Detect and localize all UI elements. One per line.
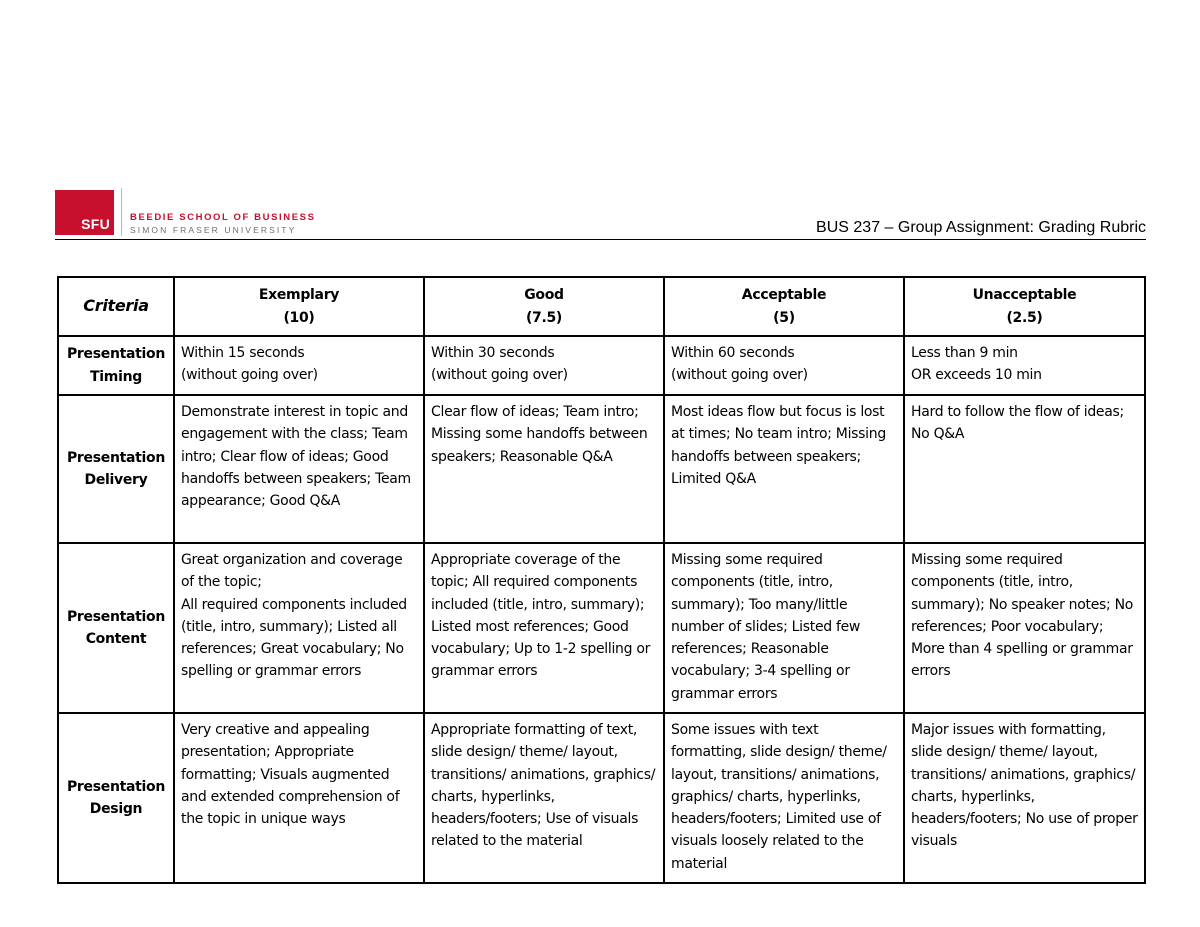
- cell-timing-good: Within 30 seconds (without going over): [424, 336, 664, 395]
- cell-timing-unacceptable: Less than 9 min OR exceeds 10 min: [904, 336, 1145, 395]
- cell-delivery-unacceptable: Hard to follow the flow of ideas; No Q&A: [904, 395, 1145, 543]
- level-header-acceptable: [664, 277, 904, 336]
- header-rule: [55, 239, 1146, 240]
- school-name: BEEDIE SCHOOL OF BUSINESS: [130, 212, 316, 223]
- cell-timing-exemplary: Within 15 seconds (without going over): [174, 336, 424, 395]
- level-points: (2.5): [1006, 309, 1043, 326]
- level-name: Good: [524, 287, 564, 304]
- cell-timing-acceptable: Within 60 seconds (without going over): [664, 336, 904, 395]
- rubric-row-timing: [58, 336, 1145, 395]
- level-header-good: [424, 277, 664, 336]
- logo-text: SFU: [81, 216, 110, 232]
- level-name: Unacceptable: [972, 287, 1077, 304]
- cell-design-acceptable: Some issues with text formatting, slide design/ theme/ layout, transitions/ animations, graphics/ charts, hyperlinks, headers/footers; Limited use of visuals loosely related to the material: [664, 713, 904, 883]
- cell-design-exemplary: Very creative and appealing presentation; Appropriate formatting; Visuals augmented and extended comprehension of the topic in unique ways: [174, 713, 424, 883]
- cell-design-unacceptable: Major issues with formatting, slide design/ theme/ layout, transitions/ animations, graphics/ charts, hyperlinks, headers/footers; No use of proper visuals: [904, 713, 1145, 883]
- cell-delivery-acceptable: Most ideas flow but focus is lost at times; No team intro; Missing handoffs between speakers; Limited Q&A: [664, 395, 904, 543]
- level-header-exemplary: [174, 277, 424, 336]
- level-points: (10): [283, 309, 315, 326]
- criteria-header: Criteria: [58, 277, 174, 336]
- criterion-delivery: Presentation Delivery: [58, 395, 174, 543]
- cell-delivery-exemplary: Demonstrate interest in topic and engagement with the class; Team intro; Clear flow of ideas; Good handoffs between speakers; Team appearance; Good Q&A: [174, 395, 424, 543]
- criterion-content: Presentation Content: [58, 543, 174, 713]
- level-points: (5): [773, 309, 795, 326]
- criterion-design: Presentation Design: [58, 713, 174, 883]
- logo-divider: [121, 188, 122, 236]
- criterion-timing: Presentation Timing: [58, 336, 174, 395]
- cell-content-acceptable: Missing some required components (title, intro, summary); Too many/little number of slides; Listed few references; Reasonable vocabulary; 3-4 spelling or grammar errors: [664, 543, 904, 713]
- rubric-row-content: [58, 543, 1145, 713]
- sfu-logo: [55, 190, 114, 235]
- grading-rubric-table: [57, 276, 1146, 884]
- cell-content-unacceptable: Missing some required components (title, intro, summary); No speaker notes; No references; Poor vocabulary; More than 4 spelling or grammar errors: [904, 543, 1145, 713]
- document-title: BUS 237 – Group Assignment: Grading Rubric: [816, 219, 1146, 236]
- level-name: Acceptable: [741, 287, 827, 304]
- rubric-header-row: [58, 277, 1145, 336]
- rubric-row-delivery: [58, 395, 1145, 543]
- cell-content-exemplary: Great organization and coverage of the topic; All required components included (title, intro, summary); Listed all references; Great vocabulary; No spelling or grammar errors: [174, 543, 424, 713]
- level-header-unacceptable: [904, 277, 1145, 336]
- cell-content-good: Appropriate coverage of the topic; All required components included (title, intro, summary); Listed most references; Good vocabulary; Up to 1-2 spelling or grammar errors: [424, 543, 664, 713]
- level-points: (7.5): [525, 309, 563, 326]
- rubric-row-design: [58, 713, 1145, 883]
- level-name: Exemplary: [258, 287, 340, 304]
- cell-design-good: Appropriate formatting of text, slide design/ theme/ layout, transitions/ animations, graphics/ charts, hyperlinks, headers/footers; Use of visuals related to the material: [424, 713, 664, 883]
- page-header: [55, 188, 1146, 240]
- cell-delivery-good: Clear flow of ideas; Team intro; Missing some handoffs between speakers; Reasonable Q&A: [424, 395, 664, 543]
- university-name: SIMON FRASER UNIVERSITY: [130, 225, 297, 235]
